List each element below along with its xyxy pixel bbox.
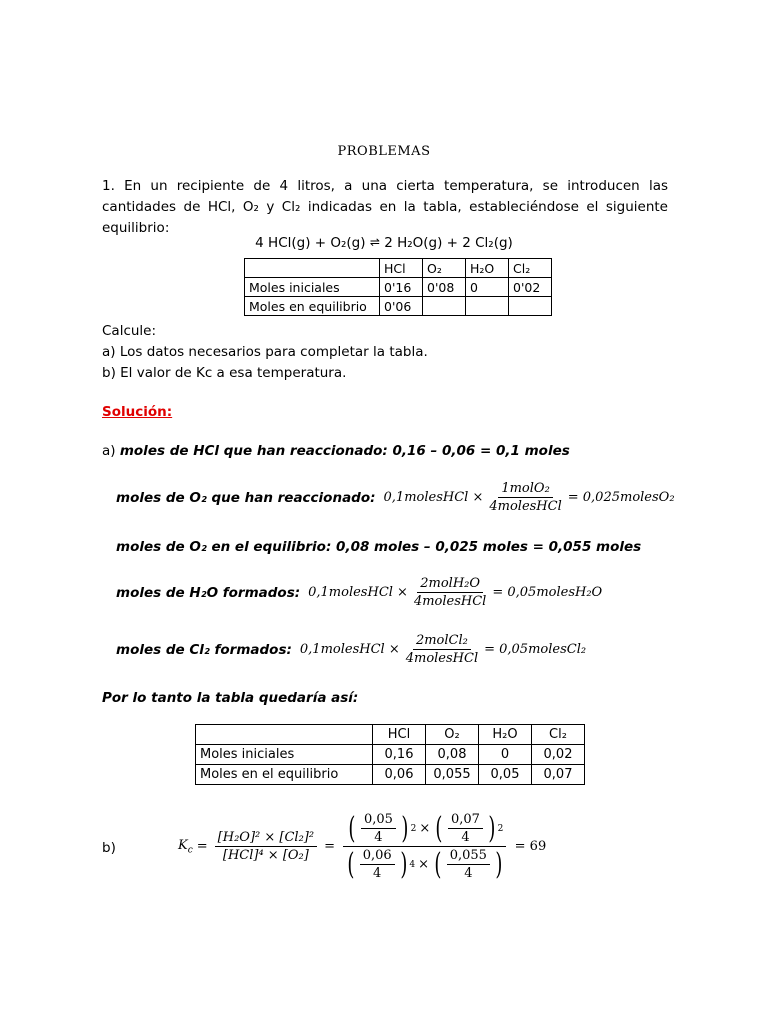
chemical-equation <box>0 235 768 251</box>
exponent: 2 <box>410 823 417 834</box>
fraction-denominator: 4 <box>373 866 382 881</box>
cl2-formed-row <box>116 633 586 666</box>
table-cell: 0,055 <box>426 765 479 785</box>
problem-statement: 1. En un recipiente de 4 litros, a una cierta temperatura, se introducen las cantidades de HCl, O₂ y Cl₂ indicadas en la tabla, estableciéndose el siguiente equilibrio: <box>102 178 668 236</box>
fraction-numerator: 0,055 <box>447 848 490 865</box>
h2o-formed-rhs: = 0,05molesH₂O <box>492 585 603 600</box>
table-cell: Moles iniciales <box>196 745 373 765</box>
o2-reacted-lhs: 0,1molesHCl × <box>383 490 484 505</box>
kc-subscript: c <box>187 845 193 856</box>
fraction-numerator: 0,06 <box>360 848 395 865</box>
o2-reacted-rhs: = 0,025molesO₂ <box>567 490 675 505</box>
table-header: Cl₂ <box>509 259 552 278</box>
exponent: 2 <box>497 823 504 834</box>
kc-denominator: [HCl]⁴ × [O₂] <box>222 848 309 863</box>
fraction-numerator: 0,05 <box>361 812 396 829</box>
fraction-denominator: 4molesHCl <box>405 651 479 666</box>
table-row <box>196 745 585 765</box>
table-header: Cl₂ <box>532 725 585 745</box>
kc-numeric-denominator: ( $\frac{0,06}{4}$ ) 4 × ( $\frac{0,055}{4}$ ) <box>347 846 503 882</box>
table-cell: 0,06 <box>373 765 426 785</box>
table-cell <box>245 259 380 278</box>
o2-reacted-label: moles de O₂ que han reaccionado: <box>116 489 376 506</box>
table-cell: Moles en el equilibrio <box>196 765 373 785</box>
h2o-formed-lhs: 0,1molesHCl × <box>308 585 408 600</box>
fraction-numerator: 1molO₂ <box>498 481 552 498</box>
table-row <box>196 765 585 785</box>
table-cell: Moles iniciales <box>245 278 380 297</box>
table-header: HCl <box>380 259 423 278</box>
kc-expression-fraction <box>215 830 317 863</box>
fraction-numerator: 0,07 <box>448 812 483 829</box>
table-cell: 0'02 <box>509 278 552 297</box>
table-header: O₂ <box>423 259 466 278</box>
table-row <box>245 278 552 297</box>
table-header: H₂O <box>466 259 509 278</box>
hcl-reacted-line: moles de HCl que han reaccionado: 0,16 – 0,06 = 0,1 moles <box>119 443 570 459</box>
table-cell: 0,07 <box>532 765 585 785</box>
table-row <box>245 297 552 316</box>
fraction-denominator: 4molesHCl <box>413 594 487 609</box>
equation-reactants: 4 HCl(g) + O₂(g) <box>255 235 366 251</box>
table-row <box>245 259 552 278</box>
table-row <box>196 725 585 745</box>
page-title: PROBLEMAS <box>337 144 431 159</box>
table-cell <box>509 297 552 316</box>
cl2-formed-lhs: 0,1molesHCl × <box>299 642 400 657</box>
table-cell: 0 <box>479 745 532 765</box>
exponent: 4 <box>409 859 416 870</box>
table-cell <box>466 297 509 316</box>
kc-equation: $K_c$ = $\frac{\text{[H₂O]² × [Cl₂]²}}{\text{[HCl]⁴ × [O₂]}}$ = ( $\frac{0,05}{4}$ ) 2 × ( $\frac{0,07}{4}$ ) 2 ( $\frac{0,06}{4}$ ) 4 × ( $\frac{0,055}{4}$ ) = 69 <box>178 810 547 882</box>
factor-fraction <box>447 848 490 881</box>
fraction-denominator: 4 <box>374 830 383 845</box>
cl2-formed-label: moles de Cl₂ formados: <box>116 641 292 658</box>
fraction-numerator: 2molH₂O <box>417 576 483 593</box>
o2-reacted-row <box>116 481 675 514</box>
fraction-denominator: 4 <box>464 866 473 881</box>
factor-fraction <box>448 812 483 845</box>
kc-result: = 69 <box>514 839 547 854</box>
h2o-formed-row <box>116 576 602 609</box>
table-cell: 0,02 <box>532 745 585 765</box>
o2-equilibrium-line: moles de O₂ en el equilibrio: 0,08 moles – 0,025 moles = 0,055 moles <box>116 539 642 555</box>
table-cell: 0 <box>466 278 509 297</box>
table-cell: Moles en equilibrio <box>245 297 380 316</box>
fraction-denominator: 4molesHCl <box>489 499 562 514</box>
kc-letter: K <box>178 837 188 853</box>
initial-data-table <box>244 258 552 316</box>
table-intro: Por lo tanto la tabla quedaría así: <box>102 690 359 706</box>
completed-table <box>195 724 585 785</box>
solution-a <box>102 443 570 459</box>
table-header: H₂O <box>479 725 532 745</box>
table-cell: 0,16 <box>373 745 426 765</box>
table-cell <box>423 297 466 316</box>
o2-reacted-fraction <box>486 481 564 514</box>
question-a: a) Los datos necesarios para completar la tabla. <box>102 344 428 360</box>
table-cell: 0'16 <box>380 278 423 297</box>
fraction-denominator: 4 <box>461 830 470 845</box>
factor-fraction <box>360 848 395 881</box>
h2o-formed-label: moles de H₂O formados: <box>116 584 301 601</box>
kc-numerator: [H₂O]² × [Cl₂]² <box>215 830 317 847</box>
table-cell: 0'06 <box>380 297 423 316</box>
equation-products: 2 H₂O(g) + 2 Cl₂(g) <box>384 235 513 251</box>
fraction-numerator: 2molCl₂ <box>413 633 471 650</box>
equilibrium-arrow-icon: ⇌ <box>369 235 380 249</box>
question-b: b) El valor de Kc a esa temperatura. <box>102 365 347 381</box>
cl2-formed-rhs: = 0,05molesCl₂ <box>484 642 587 657</box>
table-cell: 0'08 <box>423 278 466 297</box>
table-cell <box>196 725 373 745</box>
table-cell: 0,08 <box>426 745 479 765</box>
factor-fraction <box>361 812 396 845</box>
h2o-formed-fraction <box>411 576 489 609</box>
table-header: HCl <box>373 725 426 745</box>
kc-symbol <box>178 838 193 856</box>
table-header: O₂ <box>426 725 479 745</box>
kc-numeric-numerator: ( $\frac{0,05}{4}$ ) 2 × ( $\frac{0,07}{4}$ ) 2 <box>343 812 506 847</box>
kc-numeric-fraction <box>342 812 508 881</box>
solution-a-prefix: a) <box>102 443 116 459</box>
cl2-formed-fraction <box>403 633 481 666</box>
solution-heading: Solución: <box>102 404 173 420</box>
calcule-label: Calcule: <box>102 323 157 339</box>
table-cell: 0,05 <box>479 765 532 785</box>
solution-b-prefix: b) <box>102 840 116 856</box>
